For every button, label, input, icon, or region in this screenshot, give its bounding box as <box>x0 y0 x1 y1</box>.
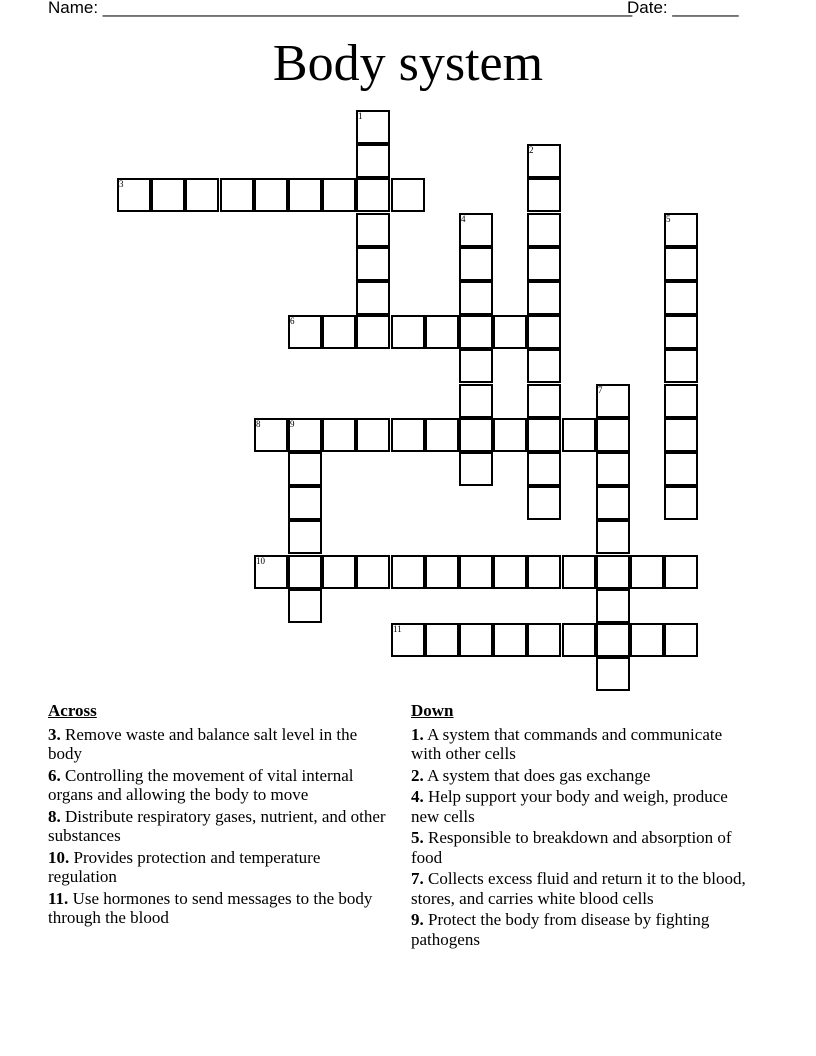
grid-cell[interactable] <box>664 623 698 657</box>
clue-number-label: 10 <box>256 556 265 566</box>
grid-cell[interactable] <box>356 418 390 452</box>
across-clue <box>48 807 388 846</box>
clue-text: Controlling the movement of vital internal organs and allowing the body to move <box>48 765 354 804</box>
grid-cell[interactable] <box>493 315 527 349</box>
clue-text: Use hormones to send messages to the body through the blood <box>48 888 373 927</box>
across-clue <box>48 848 388 887</box>
across-heading: Across <box>48 701 97 720</box>
clue-number-label: 2 <box>529 145 534 155</box>
grid-cell[interactable] <box>596 418 630 452</box>
clue-number: 11. <box>48 888 69 908</box>
grid-cell[interactable] <box>288 486 322 520</box>
grid-cell[interactable] <box>493 623 527 657</box>
grid-cell[interactable] <box>562 418 596 452</box>
grid-cell[interactable] <box>356 144 390 178</box>
grid-cell[interactable] <box>596 555 630 589</box>
grid-cell[interactable] <box>425 315 459 349</box>
grid-cell[interactable] <box>220 178 254 212</box>
grid-cell[interactable] <box>596 589 630 623</box>
grid-cell[interactable] <box>664 315 698 349</box>
grid-cell[interactable] <box>459 384 493 418</box>
date-field[interactable]: Date: _______ <box>627 0 739 17</box>
grid-cell[interactable] <box>288 589 322 623</box>
grid-cell[interactable] <box>288 555 322 589</box>
clue-number: 10. <box>48 847 70 867</box>
clue-number-label: 11 <box>393 624 402 634</box>
grid-cell[interactable] <box>664 486 698 520</box>
grid-cell[interactable] <box>459 452 493 486</box>
grid-cell[interactable] <box>391 315 425 349</box>
clue-number: 3. <box>48 724 61 744</box>
grid-cell[interactable] <box>288 178 322 212</box>
grid-cell[interactable] <box>527 247 561 281</box>
clue-number: 5. <box>411 828 424 847</box>
grid-cell[interactable] <box>391 178 425 212</box>
grid-cell[interactable] <box>322 178 356 212</box>
grid-cell[interactable] <box>425 623 459 657</box>
clue-number-label: 3 <box>119 179 124 189</box>
grid-cell[interactable] <box>459 349 493 383</box>
grid-cell[interactable] <box>425 555 459 589</box>
down-clue <box>411 869 756 908</box>
clue-number: 6. <box>48 765 61 785</box>
grid-cell[interactable] <box>493 418 527 452</box>
across-clue <box>48 725 388 764</box>
clue-text: Collects excess fluid and return it to the blood, stores, and carries white blood cells <box>411 869 746 908</box>
down-clue <box>411 725 756 764</box>
grid-cell[interactable] <box>527 384 561 418</box>
grid-cell[interactable] <box>527 315 561 349</box>
clue-number-label: 6 <box>290 316 295 326</box>
clue-number: 8. <box>48 806 61 826</box>
down-heading: Down <box>411 701 454 720</box>
down-clue <box>411 766 756 786</box>
grid-cell[interactable] <box>630 623 664 657</box>
grid-cell[interactable] <box>664 452 698 486</box>
clue-text: Remove waste and balance salt level in the body <box>48 724 358 763</box>
clue-text: Responsible to breakdown and absorption of food <box>411 828 732 867</box>
clue-text: Distribute respiratory gases, nutrient, and other substances <box>48 806 386 845</box>
grid-cell[interactable] <box>356 315 390 349</box>
grid-cell[interactable] <box>459 281 493 315</box>
grid-cell[interactable] <box>664 281 698 315</box>
grid-cell[interactable] <box>596 623 630 657</box>
grid-cell[interactable] <box>664 247 698 281</box>
grid-cell[interactable] <box>562 555 596 589</box>
grid-cell[interactable] <box>527 418 561 452</box>
grid-cell[interactable] <box>288 452 322 486</box>
grid-cell[interactable] <box>185 178 219 212</box>
clue-text: Help support your body and weigh, produce new cells <box>411 787 728 826</box>
clue-number-label: 8 <box>256 419 261 429</box>
grid-cell[interactable] <box>664 384 698 418</box>
grid-cell[interactable] <box>527 349 561 383</box>
grid-cell[interactable] <box>527 486 561 520</box>
grid-cell[interactable] <box>391 555 425 589</box>
grid-cell[interactable] <box>356 281 390 315</box>
clue-text: Protect the body from disease by fighting pathogens <box>411 910 710 949</box>
grid-cell[interactable] <box>527 213 561 247</box>
clue-number: 9. <box>411 910 424 929</box>
clue-number-label: 4 <box>461 214 466 224</box>
grid-cell[interactable] <box>459 315 493 349</box>
grid-cell[interactable] <box>356 213 390 247</box>
clue-number: 1. <box>411 724 424 744</box>
grid-cell[interactable] <box>596 657 630 691</box>
grid-cell[interactable] <box>527 178 561 212</box>
grid-cell[interactable] <box>459 623 493 657</box>
clue-number-label: 7 <box>598 385 603 395</box>
grid-cell[interactable] <box>630 555 664 589</box>
down-clue <box>411 787 756 826</box>
grid-cell[interactable] <box>527 623 561 657</box>
grid-cell[interactable] <box>562 623 596 657</box>
grid-cell[interactable] <box>356 555 390 589</box>
clue-number-label: 1 <box>358 111 363 121</box>
grid-cell[interactable] <box>425 418 459 452</box>
grid-cell[interactable] <box>254 178 288 212</box>
grid-cell[interactable] <box>322 555 356 589</box>
clue-number-label: 9 <box>290 419 295 429</box>
grid-cell[interactable] <box>596 452 630 486</box>
across-clues <box>48 701 388 930</box>
down-clues <box>411 701 756 951</box>
grid-cell[interactable] <box>322 418 356 452</box>
grid-cell[interactable] <box>459 418 493 452</box>
grid-cell[interactable] <box>527 281 561 315</box>
grid-cell[interactable] <box>322 315 356 349</box>
grid-cell[interactable] <box>459 247 493 281</box>
grid-cell[interactable] <box>459 555 493 589</box>
grid-cell[interactable] <box>664 418 698 452</box>
grid-cell[interactable] <box>527 452 561 486</box>
grid-cell[interactable] <box>596 486 630 520</box>
grid-cell[interactable] <box>527 555 561 589</box>
clue-number: 7. <box>411 869 424 888</box>
grid-cell[interactable] <box>391 418 425 452</box>
clue-number: 4. <box>411 787 424 806</box>
grid-cell[interactable] <box>151 178 185 212</box>
page-title: Body system <box>272 35 544 92</box>
grid-cell[interactable] <box>288 520 322 554</box>
across-clue <box>48 766 388 805</box>
grid-cell[interactable] <box>596 520 630 554</box>
grid-cell[interactable] <box>356 247 390 281</box>
down-clue <box>411 828 756 867</box>
clue-text: Provides protection and temperature regulation <box>48 847 321 886</box>
grid-cell[interactable] <box>664 555 698 589</box>
clue-text: A system that does gas exchange <box>427 765 651 785</box>
clue-number: 2. <box>411 765 424 785</box>
clue-number-label: 5 <box>666 214 671 224</box>
clue-text: A system that commands and communicate with other cells <box>411 724 723 763</box>
grid-cell[interactable] <box>356 178 390 212</box>
grid-cell[interactable] <box>664 349 698 383</box>
down-clue <box>411 910 756 949</box>
name-field[interactable]: Name: ________________________________________________________ <box>48 0 633 17</box>
grid-cell[interactable] <box>493 555 527 589</box>
across-clue <box>48 889 388 928</box>
